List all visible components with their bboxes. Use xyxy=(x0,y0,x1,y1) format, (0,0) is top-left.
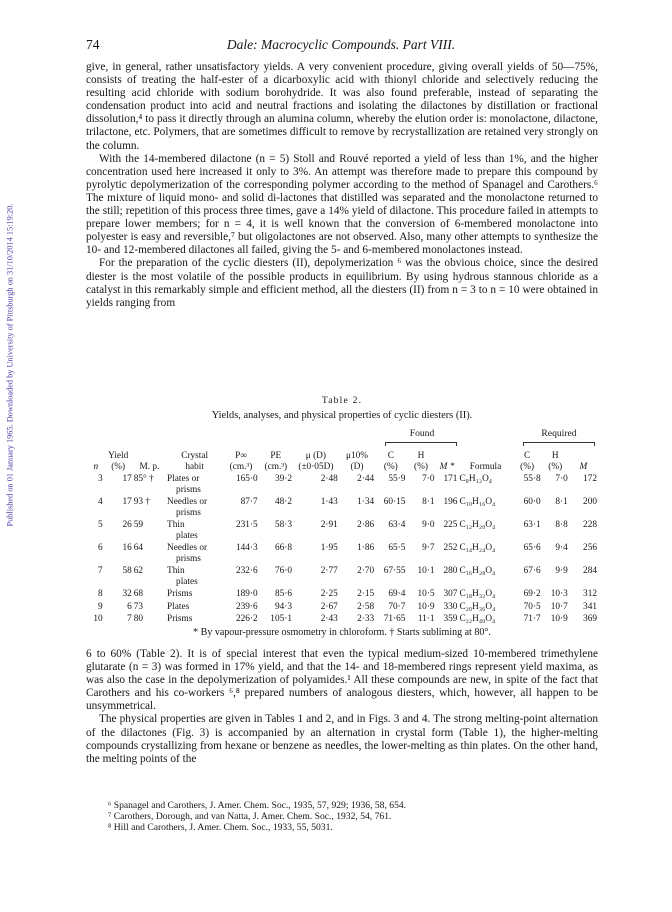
cell-h xyxy=(406,485,435,496)
cell-mu: 2·67 xyxy=(320,601,338,612)
cell-c xyxy=(375,554,406,565)
table-footnote: * By vapour-pressure osmometry in chloroform. † Starts subliming at 80°. xyxy=(193,627,491,638)
cell-c: 70·7 xyxy=(388,601,406,612)
cell-n xyxy=(88,485,104,496)
cell-mu10 xyxy=(339,508,375,519)
table-row-continuation xyxy=(88,508,598,519)
cell-n xyxy=(88,554,104,565)
cell-n: 9 xyxy=(97,601,103,612)
cell-c: 71·65 xyxy=(383,614,406,624)
cell-m xyxy=(436,577,459,588)
table-row xyxy=(88,612,598,625)
cell-n: 3 xyxy=(97,474,103,484)
download-watermark-text: Published on 01 January 1965. Downloaded by University of Pittsburgh on 31/10/2014 15:19:20. xyxy=(5,203,15,527)
cell-c-req: 67·6 xyxy=(523,566,541,576)
cell-formula: C₁₈H₃₂O₄ xyxy=(459,589,496,599)
cell-mu10: 2·70 xyxy=(357,566,375,576)
cell-h xyxy=(406,577,435,588)
cell-mu xyxy=(293,554,339,565)
cell-n xyxy=(88,508,104,519)
cell-habit: prisms xyxy=(176,484,201,495)
cell-c-req xyxy=(513,577,542,588)
cell-c-req: 70·5 xyxy=(523,601,541,612)
table-row-continuation xyxy=(88,531,598,542)
paragraph: give, in general, rather unsatisfactory yields. A very convenient procedure, giving overall yields of 50—75%, consists of treating the half-ester of a dicarboxylic acid with thionyl chloride and selectively reducing the resulting acid chloride with sodium borohydride. It was also found preferable, instead of separating the condensation product into acid and neutral fractions and isolating the dilactones by distillation or fractional dissolution,⁴ to pass it directly through an alumina column, whereby the elution order is: monolactone, dilactone, trilactone, etc. Polymers, that are sometimes difficult to remove by recrystallization are retained very strongly on the column. xyxy=(86,61,598,152)
cell-m-req: 312 xyxy=(583,589,597,599)
col-header-mu10-unit: (D) xyxy=(350,461,364,472)
col-header-p-e: PE xyxy=(270,451,282,461)
cell-formula: C₁₀H₁₆O₄ xyxy=(459,497,496,507)
cell-m xyxy=(436,554,459,565)
cell-mp xyxy=(133,577,166,588)
cell-habit: Thin xyxy=(167,520,185,530)
page-header xyxy=(86,37,596,55)
cell-h: 7·0 xyxy=(422,474,435,484)
cell-mu10 xyxy=(339,485,375,496)
cell-yield xyxy=(104,577,133,588)
header-row xyxy=(88,451,598,462)
paragraph: The physical properties are given in Tables 1 and 2, and in Figs. 3 and 4. The strong melting-point alternation of the dilactones (Fig. 3) is accompanied by an alternation in crystal form (Table 1), the higher-melting compounds crystallizing from hexane or benzene as needles, the lower-melting as thin plates. On the other hand, the melting points of the xyxy=(86,713,598,765)
col-header-c-req: C xyxy=(524,451,531,461)
group-brace-required xyxy=(523,442,595,443)
table-label: Table 2. xyxy=(321,395,363,406)
cell-mu xyxy=(293,508,339,519)
cell-h-req: 10·7 xyxy=(550,601,568,612)
cell-c-req xyxy=(513,508,542,519)
cell-yield: 6 xyxy=(127,601,132,612)
cell-habit: Needles or xyxy=(167,497,208,507)
cell-m xyxy=(436,531,459,542)
cell-h-req xyxy=(542,554,569,565)
cell-mu10 xyxy=(339,577,375,588)
cell-n: 4 xyxy=(97,497,103,507)
cell-m-req xyxy=(569,554,598,565)
cell-c: 63·4 xyxy=(388,520,406,530)
col-header-h-req-unit: (%) xyxy=(548,461,563,472)
col-header-h-req: H xyxy=(551,451,559,461)
cell-h-req: 10·3 xyxy=(550,589,568,599)
cell-p-e xyxy=(259,485,293,496)
cell-p-inf: 87·7 xyxy=(240,497,258,507)
cell-m-req: 200 xyxy=(583,497,597,507)
col-header-m-req: M xyxy=(579,461,588,472)
cell-c xyxy=(375,508,406,519)
cell-m-req: 284 xyxy=(583,566,597,576)
cell-yield: 58 xyxy=(122,566,132,576)
cell-c xyxy=(375,531,406,542)
cell-p-e: 94·3 xyxy=(274,601,292,612)
cell-habit: plates xyxy=(176,530,198,541)
cell-mp: 68 xyxy=(133,589,144,599)
cell-m-req xyxy=(569,577,598,588)
table-row-continuation xyxy=(88,485,598,496)
cell-p-inf xyxy=(223,531,258,542)
cell-p-inf: 239·6 xyxy=(235,601,258,612)
cell-mu: 1·43 xyxy=(320,497,338,507)
cell-formula: C₈H₁₂O₄ xyxy=(459,474,493,484)
col-header-m-req-spacer xyxy=(569,451,598,462)
cell-h-req: 9·9 xyxy=(555,566,568,576)
cell-c-req xyxy=(513,554,542,565)
cell-c: 69·4 xyxy=(388,589,406,599)
cell-habit: prisms xyxy=(176,553,201,564)
group-label-required: Required xyxy=(541,428,577,439)
cell-yield: 16 xyxy=(122,543,132,553)
col-header-mp xyxy=(133,451,166,462)
cell-mu: 1·95 xyxy=(320,543,338,553)
page-number: 74 xyxy=(86,37,100,52)
cell-m-req: 256 xyxy=(583,543,597,553)
cell-p-inf xyxy=(223,508,258,519)
cell-habit: Prisms xyxy=(167,614,193,624)
cell-mp xyxy=(133,508,166,519)
cell-mu: 2·43 xyxy=(320,614,338,624)
cell-mu10 xyxy=(339,554,375,565)
cell-habit: prisms xyxy=(176,507,201,518)
table-caption: Yields, analyses, and physical properties of cyclic diesters (II). xyxy=(211,410,473,421)
group-brace-found xyxy=(385,442,457,443)
cell-h: 10·1 xyxy=(417,566,435,576)
cell-m-req xyxy=(569,508,598,519)
cell-p-inf: 144·3 xyxy=(235,543,258,553)
cell-h-req: 8·8 xyxy=(555,520,568,530)
col-header-p-e-unit: (cm.³) xyxy=(264,461,288,472)
cell-c xyxy=(375,577,406,588)
cell-n: 6 xyxy=(97,543,103,553)
cell-c-req: 55·8 xyxy=(523,474,541,484)
cell-p-e xyxy=(259,531,293,542)
cell-mu: 2·48 xyxy=(320,474,338,484)
cell-h: 8·1 xyxy=(422,497,435,507)
cell-n xyxy=(88,531,104,542)
cell-n: 5 xyxy=(97,520,103,530)
table-row xyxy=(88,472,598,485)
cell-m-req: 369 xyxy=(583,614,597,624)
col-header-c-found: C xyxy=(387,451,394,461)
body-text-bottom xyxy=(86,648,598,766)
paragraph: 6 to 60% (Table 2). It is of special interest that even the typical medium-sized 10-membered trimethylene glutarate (n = 3) was formed in 17% yield, and that the 14- and 18-membered rings represent yield maxima, as was also the case in the depolymerization of polyamides.¹ All these compounds are new, in spite of the fact that Carothers and his co-workers ⁶,⁸ prepared numbers of analogous diesters, which, however, all happen to be unsymmetrical. xyxy=(86,648,598,713)
cell-habit: Plates or xyxy=(167,474,200,484)
cell-h: 10·9 xyxy=(417,601,435,612)
footnotes xyxy=(108,800,598,833)
cell-p-inf: 165·0 xyxy=(235,474,258,484)
cell-p-inf xyxy=(223,554,258,565)
col-header-yield-unit: (%) xyxy=(111,461,126,472)
cell-h: 11·1 xyxy=(417,614,435,624)
cell-h-req: 8·1 xyxy=(555,497,568,507)
cell-h-req xyxy=(542,508,569,519)
cell-c-req: 71·7 xyxy=(523,614,541,624)
paragraph: For the preparation of the cyclic diesters (II), depolymerization ⁶ was the obvious choice, since the desired diester is the most volatile of the possible products in equilibrium. By using hydrous stannous chloride as a catalyst in this remarkably simple and efficient method, all the diesters (II) from n = 3 to n = 10 were obtained in yields ranging from xyxy=(86,257,598,309)
cell-h xyxy=(406,531,435,542)
cell-m: 359 xyxy=(443,614,458,624)
cell-p-e: 66·8 xyxy=(274,543,292,553)
cell-p-e: 76·0 xyxy=(274,566,292,576)
cell-formula xyxy=(458,554,512,565)
cell-h xyxy=(406,508,435,519)
cell-mp: 64 xyxy=(133,543,144,553)
col-header-mu10: μ10% xyxy=(345,451,368,461)
cell-mp xyxy=(133,554,166,565)
cell-m-req xyxy=(569,485,598,496)
cell-h: 9·0 xyxy=(422,520,435,530)
cell-p-e xyxy=(259,554,293,565)
paragraph: With the 14-membered dilactone (n = 5) Stoll and Rouvé reported a yield of less than 1%, and the higher concentration used here increased it only to 3%. An attempt was therefore made to prepare this compound by pyrolytic depolymerization of the corresponding polymer according to the method of Spanagel and Carothers.⁶ The mixture of liquid mono- and solid di-lactones that distilled was separated and the monolactone returned to the still; repetition of this process three times, gave a 14% yield of dilactone. This procedure failed in attempts to prepare lower members; for n = 4, it is well known that the conversion of 6-membered monolactone into polyester is easy and reversible,⁷ but oligolactones are not observed. Also, many other attempts to synthesize the 10- and 12-membered dilactones all failed, giving the 5- and 6-membered monolactones instead. xyxy=(86,152,598,257)
cell-c-req xyxy=(513,485,542,496)
cell-mu10: 1·34 xyxy=(357,497,375,507)
col-header-habit: Crystal xyxy=(181,451,209,461)
cell-c-req: 60·0 xyxy=(523,497,541,507)
cell-formula: C₂₂H₄₀O₄ xyxy=(459,614,496,624)
cell-h-req xyxy=(542,485,569,496)
col-header-n xyxy=(88,451,104,462)
cell-p-e xyxy=(259,508,293,519)
cell-mu xyxy=(293,485,339,496)
col-header-h-found: H xyxy=(417,451,425,461)
cell-habit: Thin xyxy=(167,566,185,576)
cell-h-req: 10·9 xyxy=(550,614,568,624)
cell-n xyxy=(88,577,104,588)
cell-yield xyxy=(104,554,133,565)
table-row xyxy=(88,495,598,508)
col-header-p-inf-unit: (cm.³) xyxy=(229,461,253,472)
col-header-mu-unit: (±0·05D) xyxy=(298,461,334,472)
cell-n: 8 xyxy=(97,589,103,599)
cell-habit: Needles or xyxy=(167,543,208,553)
cell-p-inf xyxy=(223,577,258,588)
cell-yield: 26 xyxy=(122,520,132,530)
cell-mu10: 2·44 xyxy=(357,474,375,484)
download-watermark xyxy=(3,150,17,580)
col-header-c-found-unit: (%) xyxy=(383,461,398,472)
col-header-c-req-unit: (%) xyxy=(520,461,535,472)
cell-mu10: 2·86 xyxy=(357,520,375,530)
cell-mu xyxy=(293,577,339,588)
cell-mp: 59 xyxy=(133,520,144,530)
cell-mp: 85° † xyxy=(133,474,154,484)
footnote: ⁸ Hill and Carothers, J. Amer. Chem. Soc., 1933, 55, 5031. xyxy=(108,822,333,833)
cell-m xyxy=(436,485,459,496)
cell-mu: 2·25 xyxy=(320,589,338,599)
cell-mu10: 2·15 xyxy=(357,589,375,599)
cell-formula: C₁₄H₂₄O₄ xyxy=(459,543,496,553)
cell-n: 10 xyxy=(93,614,103,624)
cell-m-req: 341 xyxy=(583,601,597,612)
cell-yield: 32 xyxy=(122,589,132,599)
cell-mp: 93 † xyxy=(133,497,151,507)
table-row xyxy=(88,600,598,613)
cell-m-req: 228 xyxy=(583,520,597,530)
cell-mu10: 1·86 xyxy=(357,543,375,553)
cell-p-e: 58·3 xyxy=(274,520,292,530)
cell-c-req: 69·2 xyxy=(523,589,541,599)
cell-m-req: 172 xyxy=(583,474,597,484)
cell-habit: Prisms xyxy=(167,589,193,599)
cell-p-inf: 231·5 xyxy=(235,520,258,530)
cell-c: 55·9 xyxy=(388,474,406,484)
col-header-m-found-spacer xyxy=(436,451,459,462)
cell-m: 171 xyxy=(443,474,458,484)
cell-formula: C₁₂H₂₀O₄ xyxy=(459,520,496,530)
cell-m: 252 xyxy=(443,543,458,553)
diesters-table xyxy=(88,451,598,625)
cell-h-req: 7·0 xyxy=(555,474,568,484)
cell-h: 9·7 xyxy=(422,543,435,553)
footnote: ⁶ Spanagel and Carothers, J. Amer. Chem. Soc., 1935, 57, 929; 1936, 58, 654. xyxy=(108,800,407,811)
cell-formula xyxy=(458,508,512,519)
cell-p-inf: 189·0 xyxy=(235,589,258,599)
cell-p-inf xyxy=(223,485,258,496)
cell-p-inf: 226·2 xyxy=(235,614,258,624)
cell-mu10: 2·33 xyxy=(357,614,375,624)
col-header-formula: Formula xyxy=(469,461,502,472)
cell-p-e: 85·6 xyxy=(274,589,292,599)
cell-p-e xyxy=(259,577,293,588)
table-row-continuation xyxy=(88,554,598,565)
cell-m xyxy=(436,508,459,519)
cell-formula xyxy=(458,531,512,542)
table-row xyxy=(88,541,598,554)
cell-formula xyxy=(458,485,512,496)
cell-mp: 62 xyxy=(133,566,144,576)
cell-yield xyxy=(104,485,133,496)
cell-mp: 80 xyxy=(133,614,144,624)
cell-p-e: 105·1 xyxy=(270,614,292,624)
cell-mp xyxy=(133,485,166,496)
cell-m: 196 xyxy=(443,497,458,507)
cell-c-req: 65·6 xyxy=(523,543,541,553)
cell-p-inf: 232·6 xyxy=(235,566,258,576)
cell-mu10: 2·58 xyxy=(357,601,375,612)
footnote: ⁷ Carothers, Dorough, and van Natta, J. Amer. Chem. Soc., 1932, 54, 761. xyxy=(108,811,392,822)
cell-p-e: 48·2 xyxy=(274,497,292,507)
cell-m: 330 xyxy=(443,601,458,612)
cell-h-req xyxy=(542,577,569,588)
cell-habit: plates xyxy=(176,576,198,587)
header-row-units xyxy=(88,462,598,473)
cell-n: 7 xyxy=(97,566,103,576)
table-row xyxy=(88,587,598,600)
cell-habit: Plates xyxy=(167,601,190,612)
col-header-p-inf: P∞ xyxy=(235,451,247,461)
cell-h xyxy=(406,554,435,565)
cell-m-req xyxy=(569,531,598,542)
cell-m: 280 xyxy=(443,566,458,576)
cell-c: 65·5 xyxy=(388,543,406,553)
cell-mp: 73 xyxy=(133,601,144,612)
cell-mu10 xyxy=(339,531,375,542)
col-header-yield: Yield xyxy=(108,451,129,461)
body-text-top xyxy=(86,61,598,310)
cell-yield: 17 xyxy=(122,497,132,507)
cell-mu: 2·77 xyxy=(320,566,338,576)
cell-h-req: 9·4 xyxy=(555,543,568,553)
cell-yield xyxy=(104,531,133,542)
cell-c xyxy=(375,485,406,496)
cell-formula: C₁₆H₂₈O₄ xyxy=(459,566,496,576)
table-body xyxy=(88,472,598,625)
cell-m: 225 xyxy=(443,520,458,530)
cell-c-req: 63·1 xyxy=(523,520,541,530)
cell-mp xyxy=(133,531,166,542)
col-header-mu: μ (D) xyxy=(305,451,326,461)
table-row-continuation xyxy=(88,577,598,588)
cell-mu: 2·91 xyxy=(320,520,338,530)
cell-c: 67·55 xyxy=(383,566,406,576)
group-label-found: Found xyxy=(409,428,435,439)
cell-formula: C₂₀H₃₆O₄ xyxy=(459,601,496,612)
cell-m: 307 xyxy=(443,589,458,599)
cell-yield: 7 xyxy=(127,614,132,624)
cell-c: 60·15 xyxy=(383,497,406,507)
cell-h: 10·5 xyxy=(417,589,435,599)
cell-formula xyxy=(458,577,512,588)
col-header-habit-unit: habit xyxy=(185,461,204,472)
col-header-h-found-unit: (%) xyxy=(414,461,428,472)
cell-yield xyxy=(104,508,133,519)
col-header-n-label: n xyxy=(93,461,99,472)
cell-h-req xyxy=(542,531,569,542)
cell-p-e: 39·2 xyxy=(274,474,292,484)
cell-mu xyxy=(293,531,339,542)
cell-yield: 17 xyxy=(122,474,132,484)
table-row xyxy=(88,564,598,577)
table-row xyxy=(88,518,598,531)
col-header-formula-spacer xyxy=(458,451,512,462)
col-header-mp-label: M. p. xyxy=(139,461,160,472)
col-header-m-found: M * xyxy=(439,461,455,472)
cell-c-req xyxy=(513,531,542,542)
running-title: Dale: Macrocyclic Compounds. Part VIII. xyxy=(226,37,456,52)
